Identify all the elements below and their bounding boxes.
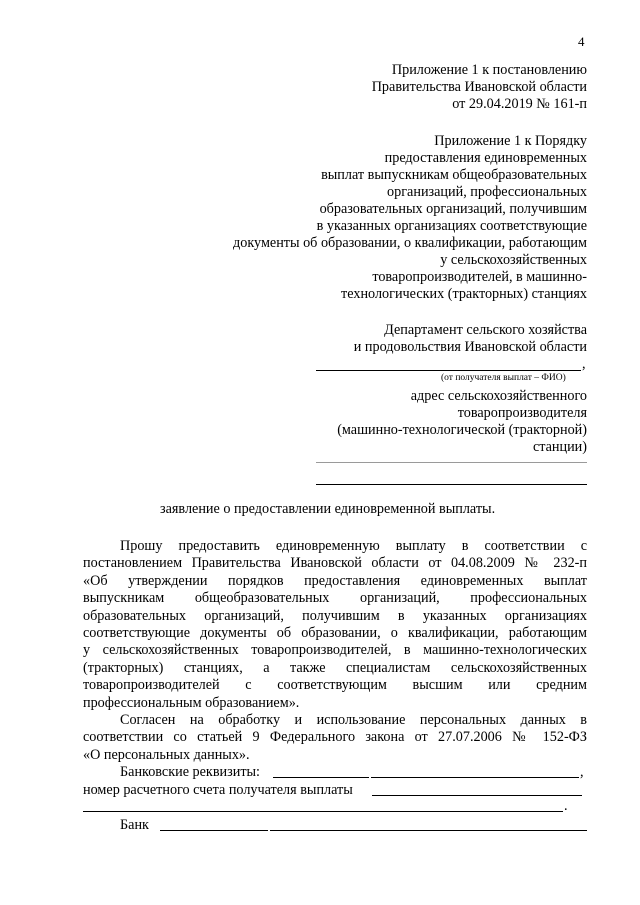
appendix-order-line: Приложение 1 к Порядку: [434, 133, 587, 149]
paragraph-last-line: профессиональным образованием».: [83, 694, 300, 711]
appendix-order-line: технологических (тракторных) станциях: [341, 286, 587, 302]
paragraph-line: соответствующие документы об образовании, о квалификации, работающим: [83, 625, 587, 641]
appendix-order-line: в указанных организациях соответствующие: [316, 218, 587, 234]
appendix-order-line: товаропроизводителей, в машинно-: [372, 269, 587, 285]
paragraph-line: выпускникам общеобразовательных организаций, профессиональных: [83, 590, 587, 607]
appendix-resolution-line: Приложение 1 к постановлению: [391, 62, 587, 78]
paragraph-last-line: «О персональных данных».: [83, 746, 250, 763]
appendix-order-line: документы об образовании, о квалификации, работающим: [233, 235, 587, 251]
bank-field-2[interactable]: [270, 830, 587, 831]
bank-label: Банк: [120, 817, 149, 833]
address-field-1[interactable]: [316, 462, 587, 463]
appendix-order-line: предоставления единовременных: [384, 150, 587, 166]
bank-field-1[interactable]: [160, 830, 268, 831]
bank-details-comma: ,: [580, 764, 584, 780]
paragraph-line: «Об утверждении порядков предоставления единовременных выплат: [83, 572, 587, 589]
paragraph-line: соответствии со статьей 9 Федерального закона от 27.07.2006 № 152-ФЗ: [83, 729, 587, 746]
paragraph-line: (тракторных) станциях, а также специалистам сельскохозяйственных: [83, 659, 587, 676]
account-number-field-continued[interactable]: [83, 811, 563, 812]
paragraph-line: Согласен на обработку и использование персональных данных в: [120, 712, 587, 728]
appendix-order-line: выплат выпускникам общеобразовательных: [321, 167, 587, 183]
address-line: товаропроизводителя: [457, 405, 587, 421]
bank-details-field-1[interactable]: [273, 777, 369, 778]
bank-details-label: Банковские реквизиты:: [120, 764, 260, 780]
paragraph-line: образовательных организаций, получившим в указанных организациях: [83, 607, 587, 624]
paragraph-line: товаропроизводителей с соответствующим высшим или средним: [83, 677, 587, 694]
paragraph-line: Прошу предоставить единовременную выплату в соответствии с: [120, 538, 587, 554]
appendix-resolution-date: от 29.04.2019 № 161-п: [452, 96, 587, 112]
addressee-line: Департамент сельского хозяйства: [384, 322, 587, 338]
account-number-label: номер расчетного счета получателя выплаты: [83, 782, 353, 798]
sender-name-field[interactable]: [316, 370, 581, 371]
appendix-order-line: образовательных организаций, получившим: [319, 201, 587, 217]
address-line: (машинно-технологической (тракторной): [337, 422, 587, 438]
bank-details-field-2[interactable]: [371, 777, 579, 778]
appendix-order-line: организаций, профессиональных: [387, 184, 587, 200]
sender-name-comma: ,: [582, 356, 586, 372]
application-title: заявление о предоставлении единовременной выплаты.: [160, 501, 496, 517]
paragraph-line: постановлением Правительства Ивановской области от 04.08.2009 № 232-п: [83, 555, 587, 572]
address-field-2[interactable]: [316, 484, 587, 485]
appendix-order-line: у сельскохозяйственных: [440, 252, 587, 268]
appendix-resolution-line: Правительства Ивановской области: [371, 79, 587, 95]
account-number-field[interactable]: [372, 795, 582, 796]
paragraph-line: у сельскохозяйственных товаропроизводителей, в машинно-технологических: [83, 642, 587, 659]
page-number: 4: [578, 34, 585, 49]
sender-name-hint: (от получателя выплат – ФИО): [441, 373, 566, 383]
address-line: адрес сельскохозяйственного: [410, 388, 587, 404]
address-line: станции): [532, 439, 587, 455]
account-number-period: .: [564, 798, 568, 814]
addressee-line: и продовольствия Ивановской области: [353, 339, 587, 355]
